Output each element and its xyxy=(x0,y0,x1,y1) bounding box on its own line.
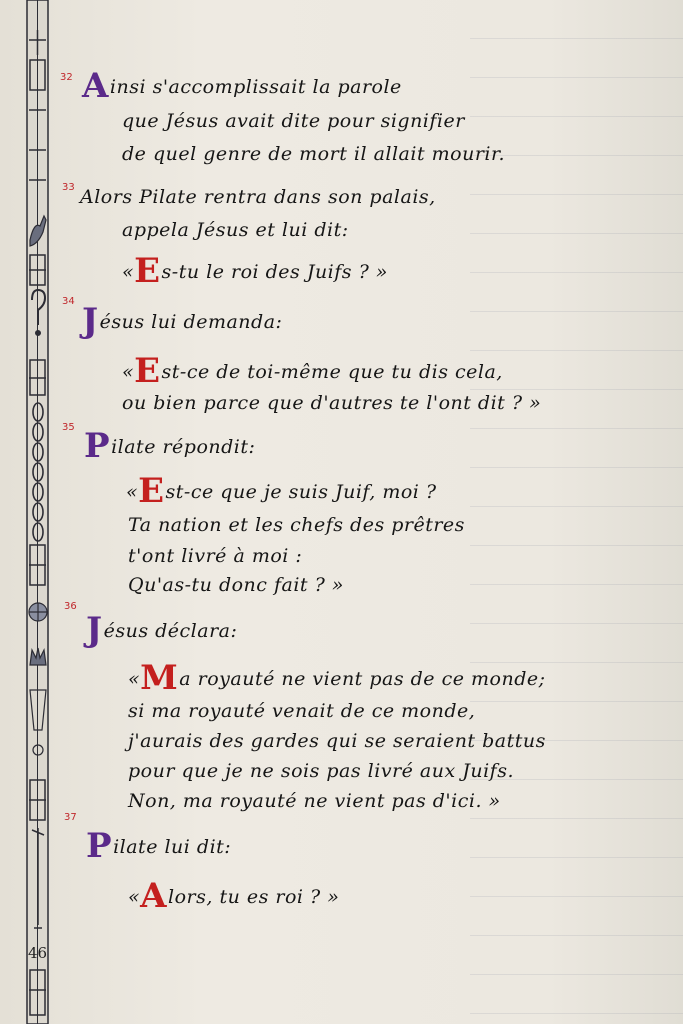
text-line: Jésus déclara: xyxy=(86,610,238,650)
verse-number: 37 xyxy=(64,812,77,823)
text-line: si ma royauté venait de ce monde, xyxy=(128,700,476,722)
text-line: «Alors, tu es roi ? » xyxy=(128,876,340,916)
text-line: j'aurais des gardes qui se seraient battus xyxy=(128,730,546,752)
drop-cap: E xyxy=(134,351,161,391)
drop-cap: E xyxy=(134,251,161,291)
verse-number: 34 xyxy=(62,296,75,307)
text-line: que Jésus avait dite pour signifier xyxy=(122,110,465,132)
text-line: Ta nation et les chefs des prêtres xyxy=(128,514,465,536)
text-line: «Ma royauté ne vient pas de ce monde; xyxy=(128,658,546,698)
drop-cap: J xyxy=(82,301,99,341)
text-line: t'ont livré à moi : xyxy=(128,545,303,567)
text-line: «Est-ce que je suis Juif, moi ? xyxy=(126,471,437,511)
page-number: 46 xyxy=(28,944,48,962)
text-line: Alors Pilate rentra dans son palais, xyxy=(80,186,436,208)
text-line: Pilate répondit: xyxy=(84,426,256,466)
verse-number: 35 xyxy=(62,422,75,433)
verse-number: 32 xyxy=(60,72,73,83)
text-line: «Es-tu le roi des Juifs ? » xyxy=(122,251,388,291)
text-line: Ainsi s'accomplissait la parole xyxy=(82,66,402,106)
text-line: Pilate lui dit: xyxy=(86,826,232,866)
drop-cap: A xyxy=(82,66,109,106)
text-line: appela Jésus et lui dit: xyxy=(122,219,349,241)
drop-cap: J xyxy=(86,610,103,650)
text-line: Qu'as-tu donc fait ? » xyxy=(128,574,344,596)
drop-cap: P xyxy=(86,826,113,866)
drop-cap: P xyxy=(84,426,111,466)
text-line: ou bien parce que d'autres te l'ont dit ? » xyxy=(122,392,542,414)
text-line: pour que je ne sois pas livré aux Juifs. xyxy=(128,760,515,782)
verse-number: 33 xyxy=(62,182,75,193)
globe-icon xyxy=(29,603,47,621)
text-line: de quel genre de mort il allait mourir. xyxy=(122,143,506,165)
drop-cap: E xyxy=(138,471,165,511)
drop-cap: M xyxy=(140,658,179,698)
drop-cap: A xyxy=(140,876,168,916)
text-line: «Est-ce de toi-même que tu dis cela, xyxy=(122,351,503,391)
text-line: Non, ma royauté ne vient pas d'ici. » xyxy=(128,790,501,812)
verse-number: 36 xyxy=(64,601,77,612)
text-line: Jésus lui demanda: xyxy=(82,301,283,341)
decorative-border xyxy=(24,0,51,1024)
